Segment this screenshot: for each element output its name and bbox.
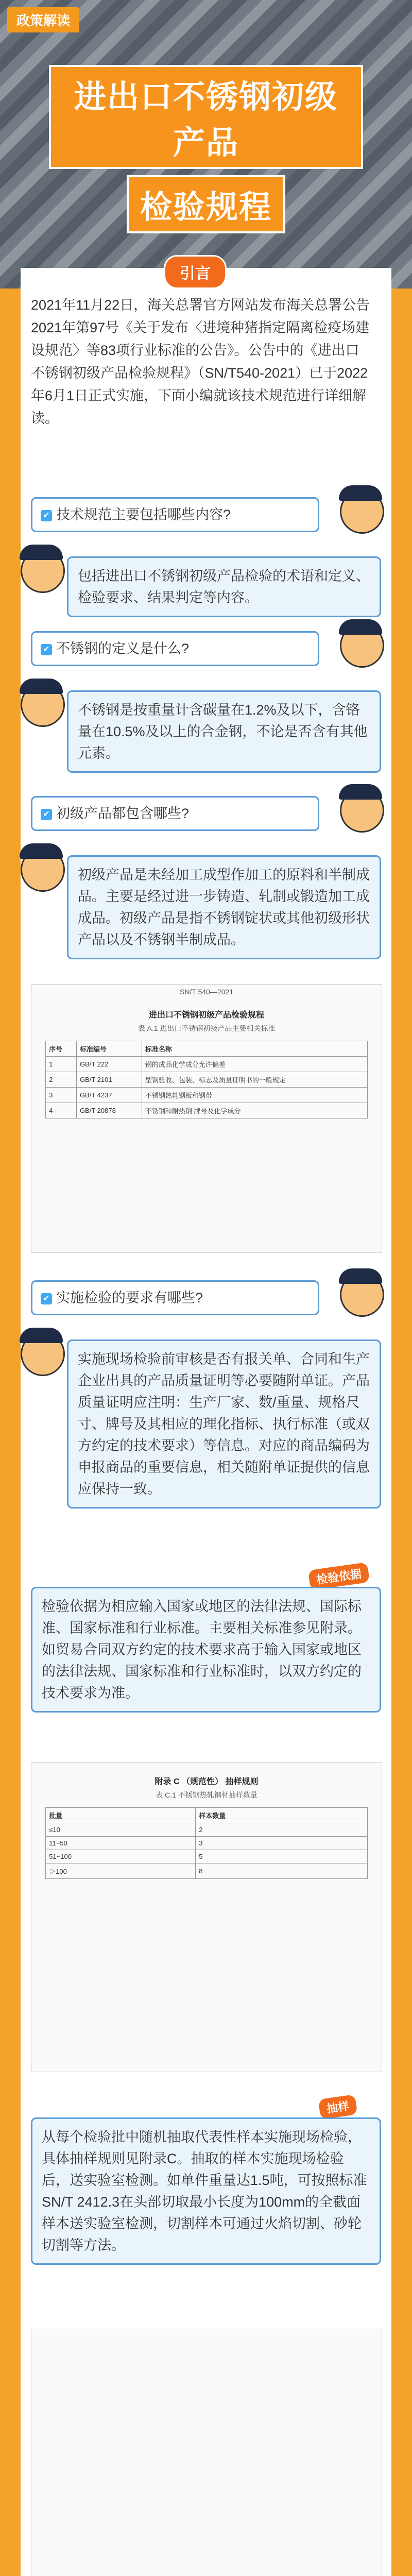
cell: 钢的成品化学成分允许偏差: [142, 1057, 367, 1072]
category-tag: 政策解读: [7, 7, 79, 32]
cell: 型钢验收、包装、标志及质量证明书的一般规定: [142, 1072, 367, 1088]
check-icon: ✔: [41, 644, 52, 655]
table-row: [46, 1863, 368, 1879]
intro-text: 2021年11月22日，海关总署官方网站发布海关总署公告2021年第97号《关于发布〈进境种猪指定隔离检疫场建设规范〉等83项行业标准的公告》。公告中的《进出口不锈钢初级产品检验规程》（SN/T540-2021）已于2022年6月1日正式实施，下面小编就该技术规范进行详细解读。: [31, 297, 370, 426]
doc-table-title: 表 A.1 进出口不锈钢初级产品主要相关标准: [138, 1024, 276, 1032]
col-header: 标准名称: [142, 1041, 367, 1057]
cell: ≤10: [46, 1823, 196, 1837]
answer-2: 不锈钢是按重量计含碳量在1.2%及以下，含铬量在10.5%及以上的合金钢，不论是否含有其他元素。: [67, 690, 381, 773]
table-row: [46, 1823, 368, 1837]
doc-table: [45, 1041, 368, 1118]
doc2-title: 附录 C （规范性） 抽样规则: [154, 1777, 259, 1786]
cell: 2: [46, 1072, 77, 1088]
answer-3: 初级产品是未经加工成型作加工的原料和半制成品。主要是经过进一步铸造、轧制或锻造加工成成品。初级产品是指不锈钢锭状或其他初级形状产品以及不锈钢半制成品。: [67, 855, 381, 959]
col-header: 序号: [46, 1041, 77, 1057]
table-row: [46, 1850, 368, 1863]
title-line-1: 进出口不锈钢初级产品: [49, 65, 363, 169]
table-row: [46, 1088, 368, 1103]
speaker-hat-icon-6: [20, 843, 63, 859]
standard-document-image-2: [31, 1762, 382, 2072]
speaker-hat-icon-4: [20, 679, 63, 694]
col-header: 标准编号: [76, 1041, 142, 1057]
question-2: [31, 631, 381, 672]
answer-4: 实施现场检验前审核是否有报关单、合同和生产企业出具的产品质量证明等必要随附单证。产品质量证明应注明：生产厂家、数/重量、规格尺寸、牌号及其相应的理化指标、执行标准（或双方约定的技术要求）等信息。对应的商品编码为申报商品的重要信息，相关随附单证提供的信息应保持一致。: [67, 1340, 381, 1509]
page-title: [49, 62, 363, 225]
cell: 11~50: [46, 1837, 196, 1850]
question-1: [31, 497, 381, 538]
cell: GB/T 4237: [76, 1088, 142, 1103]
check-icon: ✔: [41, 510, 52, 521]
col-header: 批量: [46, 1808, 196, 1823]
standard-document-image-3: [31, 2329, 382, 2576]
table-row: [46, 1103, 368, 1118]
header-banner: [0, 0, 412, 289]
question-text: 实施检验的要求有哪些?: [56, 1290, 203, 1306]
cell: GB/T 2101: [76, 1072, 142, 1088]
check-icon: ✔: [41, 809, 52, 820]
cell: 3: [196, 1837, 368, 1850]
question-4: [31, 1280, 381, 1321]
cell: 2: [196, 1823, 368, 1837]
question-text: 技术规范主要包括哪些内容?: [56, 507, 231, 522]
intro-label: 引言: [164, 255, 227, 289]
doc2-table-title: 表 C.1 不锈钢热轧钢材抽样数量: [156, 1791, 258, 1799]
cell: GB/T 222: [76, 1057, 142, 1072]
cell: 不锈钢和耐热钢 牌号及化学成分: [142, 1103, 367, 1118]
question-3: [31, 796, 381, 837]
cell: 1: [46, 1057, 77, 1072]
cell: 3: [46, 1088, 77, 1103]
table-row: [46, 1837, 368, 1850]
cell: 5: [196, 1850, 368, 1863]
answer-1: 包括进出口不锈钢初级产品检验的术语和定义、检验要求、结果判定等内容。: [67, 556, 381, 617]
basis-stamp: 检验依据: [308, 1562, 370, 1590]
question-text: 不锈钢的定义是什么?: [56, 641, 190, 656]
col-header: 样本数量: [196, 1808, 368, 1823]
speaker-hat-icon-8: [20, 1328, 63, 1343]
speaker-hat-icon-2: [20, 545, 63, 560]
table-row: [46, 1072, 368, 1088]
sampling-text: 从每个检验批中随机抽取代表性样本实施现场检验，具体抽样规则见附录C。抽取的样本实施现场检验后，送实验室检测。如单件重量达1.5吨，可按照标准SN/T 2412.3在头部切取最小长度为100mm的全截面样本送实验室检测，切割样本可通过火焰切割、砂轮切割等方法。: [31, 2117, 381, 2265]
basis-text: 检验依据为相应输入国家或地区的法律法规、国际标准、国家标准和行业标准。主要相关标准参见附录。如贸易合同双方约定的技术要求高于输入国家或地区的法律法规、国家标准和行业标准时，以双方约定的技术要求为准。: [31, 1587, 381, 1713]
question-text: 初级产品都包含哪些?: [56, 806, 190, 821]
cell: 51~100: [46, 1850, 196, 1863]
sampling-stamp: 抽样: [318, 2094, 358, 2120]
check-icon: ✔: [41, 1293, 52, 1304]
standard-document-image-1: [31, 984, 382, 1253]
doc-title: 进出口不锈钢初级产品检验规程: [148, 1011, 264, 1020]
cell: 8: [196, 1863, 368, 1879]
cell: 4: [46, 1103, 77, 1118]
doc-code: SN/T 540—2021: [179, 988, 234, 996]
cell: GB/T 20878: [76, 1103, 142, 1118]
cell: 不锈钢热轧钢板和钢带: [142, 1088, 367, 1103]
title-line-2: 检验规程: [127, 175, 285, 233]
table-row: [46, 1057, 368, 1072]
cell: ＞100: [46, 1863, 196, 1879]
doc2-table: [45, 1807, 368, 1879]
